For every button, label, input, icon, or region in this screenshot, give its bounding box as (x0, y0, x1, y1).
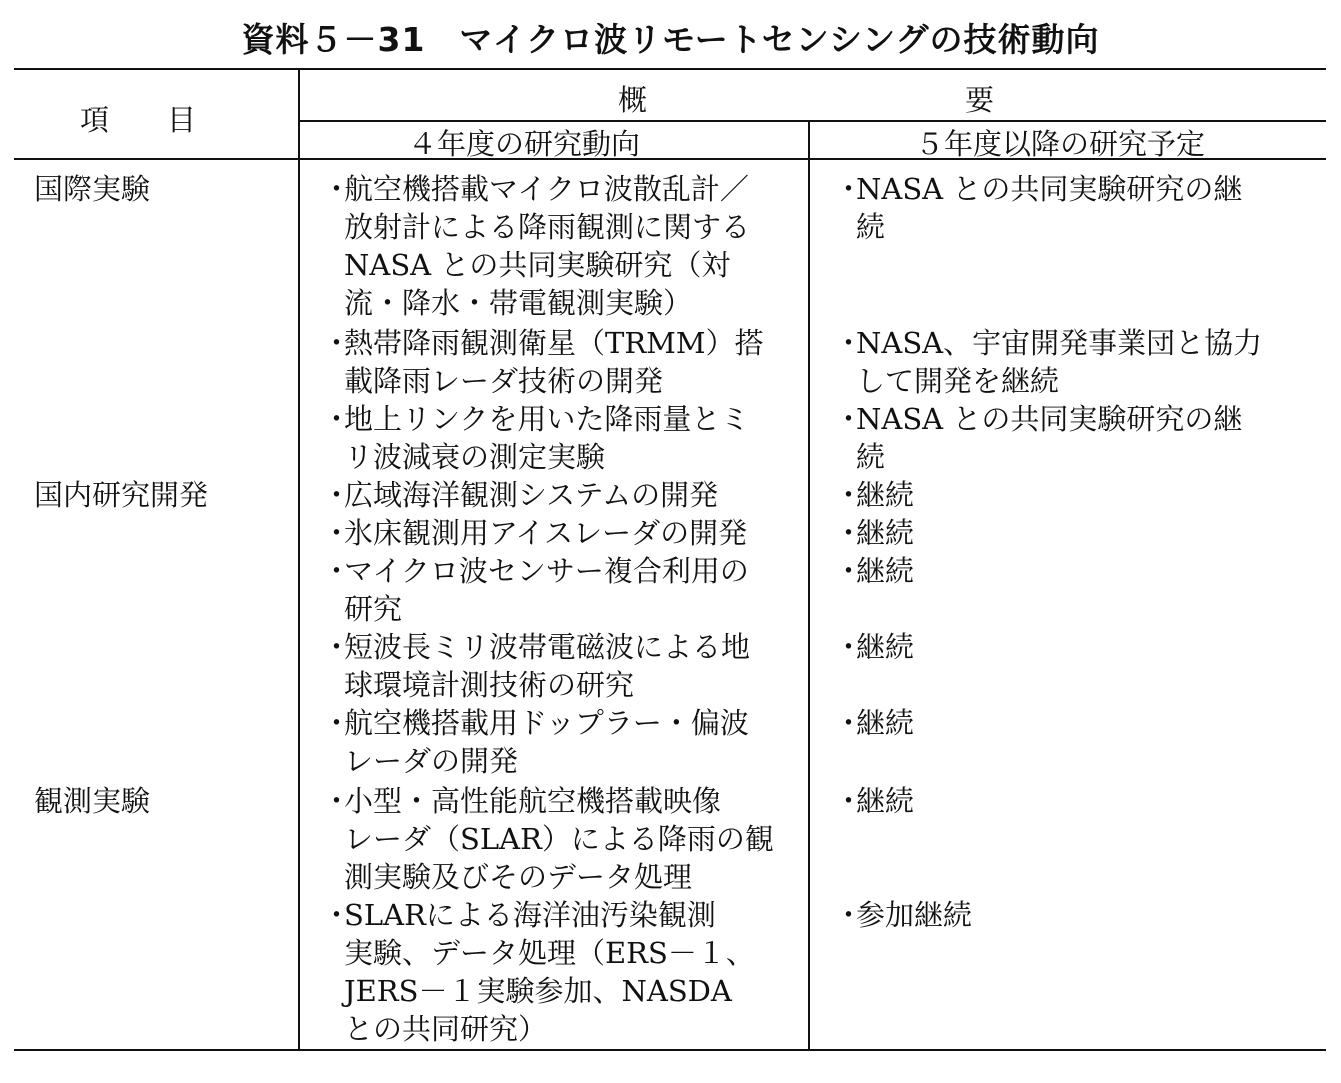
fy5-item (834, 476, 914, 514)
bullet: ・ (834, 630, 864, 664)
fy5-item (834, 896, 972, 934)
fy5-item (834, 782, 914, 820)
fy4-item (322, 476, 718, 514)
bullet: ・ (834, 516, 864, 550)
item-column-divider (298, 68, 300, 1050)
fy4-text: SLARによる海洋油汚染観測 実験、データ処理（ERS－１、 JERS－１実験参加、NASDA との共同研究） (344, 898, 755, 1046)
fy4-item (322, 400, 749, 476)
fy5-item (834, 400, 1242, 476)
fy5-item (834, 704, 914, 742)
fy5-item (834, 552, 914, 590)
fy4-text: 短波長ミリ波帯電磁波による地 球環境計測技術の研究 (344, 630, 751, 702)
fy4-item (322, 514, 747, 552)
bullet: ・ (322, 172, 352, 206)
bullet: ・ (834, 172, 864, 206)
bullet: ・ (322, 554, 352, 588)
header-overview-left: 概 (618, 83, 648, 117)
fy4-item (322, 324, 764, 400)
fy-column-divider (808, 120, 810, 1050)
fy4-text: 地上リンクを用いた降雨量とミ リ波減衰の測定実験 (344, 402, 750, 474)
fy4-text: マイクロ波センサー複合利用の 研究 (344, 554, 749, 626)
bullet: ・ (834, 554, 864, 588)
bullet: ・ (834, 898, 864, 932)
category-domestic: 国内研究開発 (34, 478, 209, 512)
category-observation: 観測実験 (34, 784, 151, 818)
fy5-text: 継続 (856, 630, 915, 664)
bullet: ・ (322, 326, 352, 360)
fy4-text: 氷床観測用アイスレーダの開発 (344, 516, 748, 550)
fy5-text: NASA、宇宙開発事業団と協力 して開発を継続 (856, 326, 1263, 398)
fy4-item (322, 896, 755, 1048)
table-bottom-rule (14, 1049, 1326, 1051)
bullet: ・ (834, 706, 864, 740)
fy5-item (834, 514, 914, 552)
fy4-item (322, 552, 749, 628)
bullet: ・ (834, 784, 864, 818)
fy5-item (834, 628, 914, 666)
bullet: ・ (322, 784, 352, 818)
fy4-text: 広域海洋観測システムの開発 (344, 478, 719, 512)
bullet: ・ (322, 630, 352, 664)
fy5-text: NASA との共同実験研究の継 続 (856, 172, 1243, 244)
document-title: 資料５－31 マイクロ波リモートセンシングの技術動向 (241, 20, 1100, 59)
header-item: 項 目 (80, 103, 197, 137)
table-top-rule (14, 68, 1326, 70)
fy5-text: 継続 (856, 516, 915, 550)
fy5-text: 継続 (856, 784, 915, 818)
fy4-item (322, 170, 750, 322)
fy4-text: 航空機搭載マイクロ波散乱計／ 放射計による降雨観測に関する NASA との共同実験研究（対 流・降水・帯電観測実験） (344, 172, 751, 320)
fy5-item (834, 170, 1242, 246)
fy5-text: 参加継続 (856, 898, 973, 932)
category-international: 国際実験 (34, 172, 151, 206)
fy4-text: 熱帯降雨観測衛星（TRMM）搭 載降雨レーダ技術の開発 (344, 326, 764, 398)
bullet: ・ (834, 402, 864, 436)
header-fy4: ４年度の研究動向 (408, 127, 641, 161)
fy4-text: 航空機搭載用ドップラー・偏波 レーダの開発 (344, 706, 749, 778)
header-overview-right: 要 (965, 83, 995, 117)
bullet: ・ (322, 516, 352, 550)
fy5-text: 継続 (856, 554, 915, 588)
bullet: ・ (322, 706, 352, 740)
bullet: ・ (322, 402, 352, 436)
fy5-text: NASA との共同実験研究の継 続 (856, 402, 1243, 474)
header-fy5: ５年度以降の研究予定 (915, 127, 1206, 161)
bullet: ・ (322, 478, 352, 512)
bullet: ・ (834, 326, 864, 360)
fy4-text: 小型・高性能航空機搭載映像 レーダ（SLAR）による降雨の観 測実験及びそのデータ処理 (344, 784, 774, 894)
fy4-item (322, 628, 750, 704)
fy5-text: 継続 (856, 706, 915, 740)
bullet: ・ (322, 898, 352, 932)
bullet: ・ (834, 478, 864, 512)
fy5-item (834, 324, 1262, 400)
fy5-text: 継続 (856, 478, 915, 512)
fy4-item (322, 704, 749, 780)
fy4-item (322, 782, 774, 896)
